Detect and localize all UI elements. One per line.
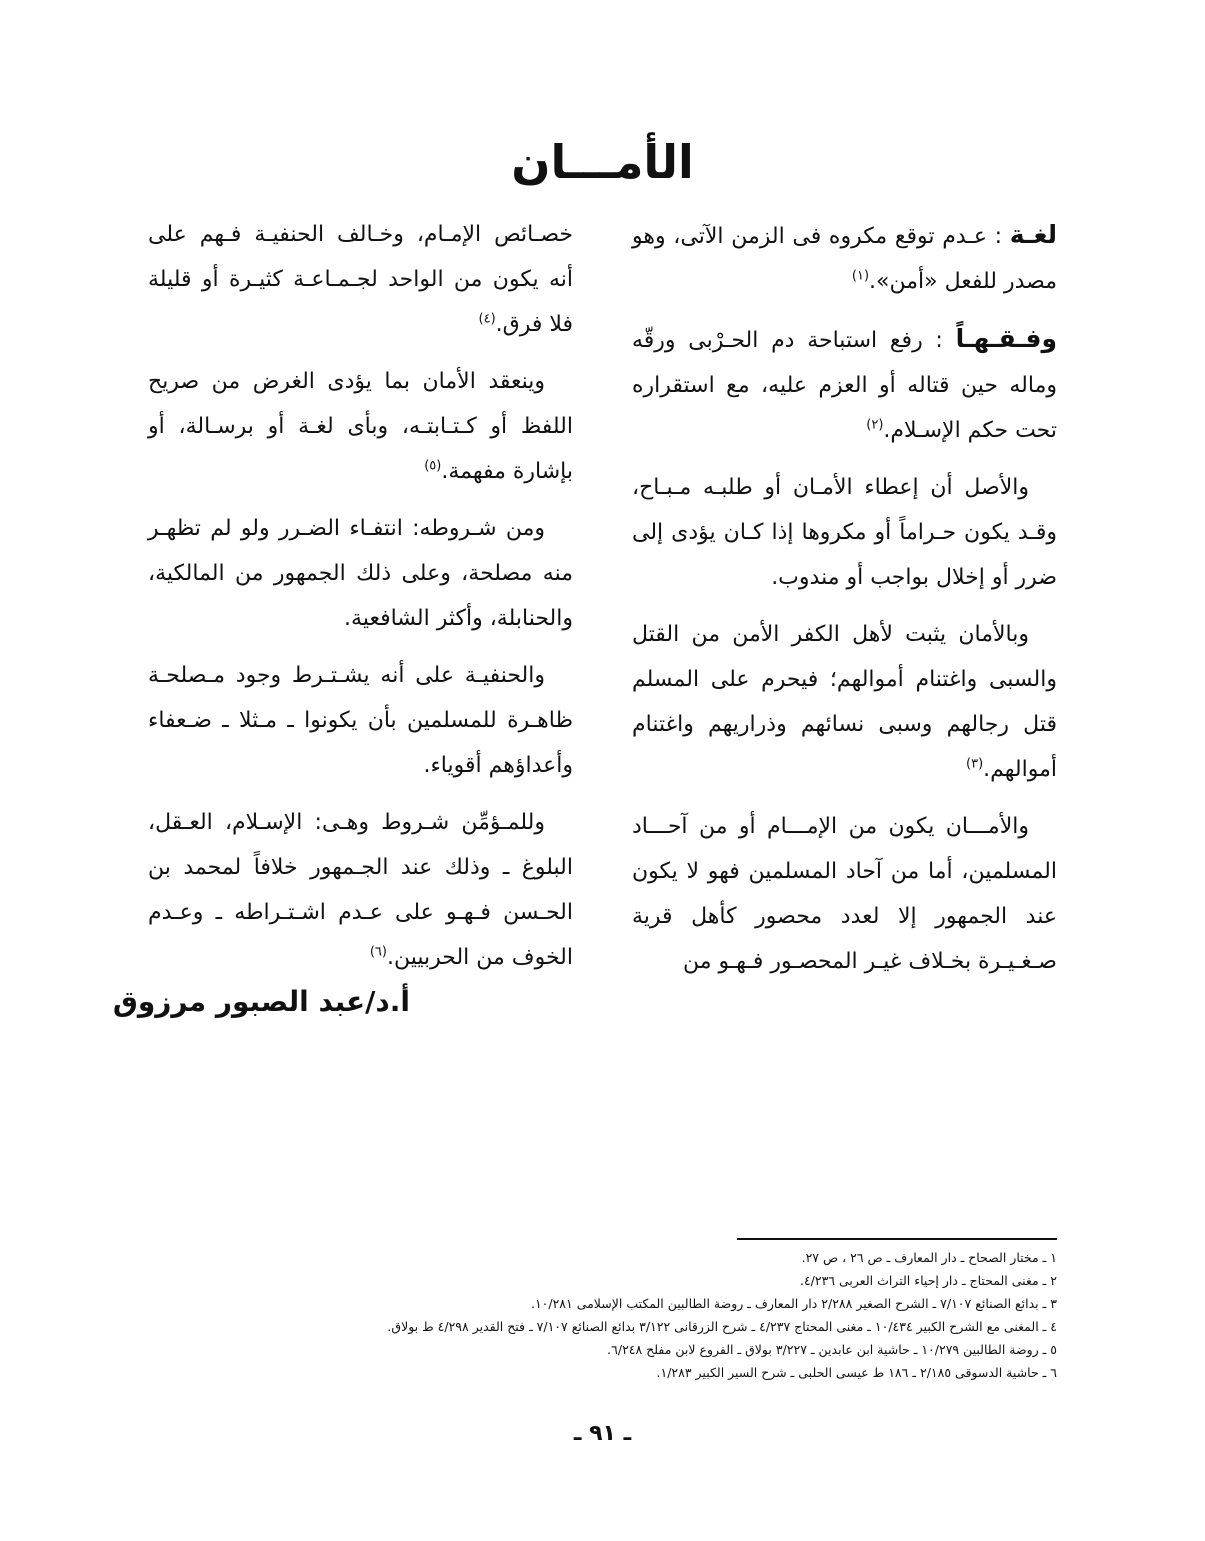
footnote-ref-5: (٥) [424, 458, 442, 474]
page-title: الأمـــان [511, 135, 694, 189]
paragraph-imam-prerogative [148, 212, 573, 347]
footnote-ref-4: (٤) [478, 311, 496, 327]
term-language: لغـة [1009, 220, 1057, 249]
paragraph-text: والأصل أن إعطاء الأمـان أو طلبـه مـبـاح، وقـد يكون حـراماً أو مكروها إذا كـان يؤدى إلى ضرر أو إخلال بواجب أو مندوب. [632, 475, 1057, 590]
footnote-item: ٥ ـ روضة الطالبين ١٠/٢٧٩ ـ حاشية ابن عابدين ـ ٣/٢٢٧ بولاق ـ الفروع لابن مفلح ٦/٢٤٨. [607, 1342, 1057, 1357]
paragraph-text: ومن شـروطه: انتفـاء الضـرر ولو لم تظهـر منه مصلحة، وعلى ذلك الجمهور من المالكية، والحنابلة، وأكثر الشافعية. [148, 516, 573, 631]
paragraph-who-grants [632, 804, 1057, 984]
paragraph-fiqh-definition [632, 316, 1057, 453]
footnote-item: ١ ـ مختار الصحاح ـ دار المعارف ـ ص ٢٦ ، ص ٢٧. [801, 1250, 1057, 1265]
paragraph-ruling [632, 465, 1057, 600]
paragraph-text: والحنفيـة على أنه يشـتـرط وجود مـصلحـة ظاهـرة للمسلمين بأن يكونوا ـ مـثلا ـ ضـعفاء وأعداؤهم أقوياء. [148, 663, 573, 778]
paragraph-text: والأمـــان يكون من الإمـــام أو من آحـــاد المسلمين، أما من آحاد المسلمين فهو لا يكون عند الجمهور إلا لعدد محصور كأهل قرية صـغـيـرة بخـلاف غيـر المحصـور فـهـو من [632, 814, 1057, 974]
paragraph-text: : عـدم توقع مكروه فى الزمن الآتى، وهو مصدر للفعل «أمن». [632, 224, 1057, 294]
author-signature: أ.د/عبد الصبور مرزوق [112, 985, 410, 1018]
paragraph-language-definition [632, 212, 1057, 304]
right-text-column [632, 212, 1057, 996]
page-number: ـ ٩١ ـ [573, 1421, 632, 1446]
paragraph-formation [148, 359, 573, 494]
footnote-item: ٤ ـ المغنى مع الشرح الكبير ١٠/٤٣٤ ـ مغنى المحتاج ٤/٢٣٧ ـ شرح الزرقانى ٣/١٢٢ بدائع الصنائع ٧/١٠٧ ـ فتح القدير ٤/٢٩٨ ط بولاق. [387, 1319, 1057, 1334]
paragraph-text: وينعقد الأمان بما يؤدى الغرض من صريح اللفظ أو كـتـابتـه، وبأى لغـة أو برسـالة، أو بإشارة مفهمة. [148, 369, 573, 484]
footnote-ref-6: (٦) [369, 944, 387, 960]
left-text-column [148, 212, 573, 992]
paragraph-effect [632, 612, 1057, 792]
paragraph-text: خصـائص الإمـام، وخـالف الحنفيـة فـهم على أنه يكون من الواحد لجـمـاعـة كثيـرة أو قليلة فلا فرق. [148, 222, 573, 337]
footnote-divider [737, 1238, 1057, 1240]
footnote-item: ٢ ـ مغنى المحتاج ـ دار إحياء التراث العربى ٤/٢٣٦. [799, 1273, 1057, 1288]
footnote-ref-2: (٢) [866, 417, 884, 433]
footnote-item: ٦ ـ حاشية الدسوقى ٢/١٨٥ ـ ١٨٦ ط عيسى الحلبى ـ شرح السير الكبير ١/٢٨٣. [656, 1365, 1057, 1380]
footnote-ref-1: (١) [851, 268, 870, 284]
paragraph-conditions [148, 506, 573, 641]
paragraph-text: وبالأمان يثبت لأهل الكفر الأمن من القتل والسبى واغتنام أموالهم؛ فيحرم على المسلم قتل رجالهم وسبى نسائهم وذراريهم واغتنام أموالهم. [632, 622, 1057, 782]
footnote-item: ٣ ـ بدائع الصنائع ٧/١٠٧ ـ الشرح الصغير ٢/٢٨٨ دار المعارف ـ روضة الطالبين المكتب الإسلامى ١٠/٢٨١. [530, 1296, 1057, 1311]
footnotes-list [137, 1246, 1057, 1384]
paragraph-grantor-conditions [148, 800, 573, 980]
term-fiqh: وفـقـهـاً [955, 324, 1057, 353]
paragraph-text: : رفع استباحة دم الحـرْبى ورقّه وماله حين قتاله أو العزم عليه، مع استقراره تحت حكم الإسـلام. [632, 328, 1057, 443]
paragraph-hanafi-view [148, 653, 573, 788]
paragraph-text: وللمـؤمِّن شـروط وهـى: الإسـلام، العـقل، البلوغ ـ وذلك عند الجـمهور خلافاً لمحمد بن الحـسن فـهـو على عـدم اشـتـراطه ـ وعـدم الخوف من الحربيين. [148, 810, 573, 970]
footnote-ref-3: (٣) [966, 756, 984, 772]
